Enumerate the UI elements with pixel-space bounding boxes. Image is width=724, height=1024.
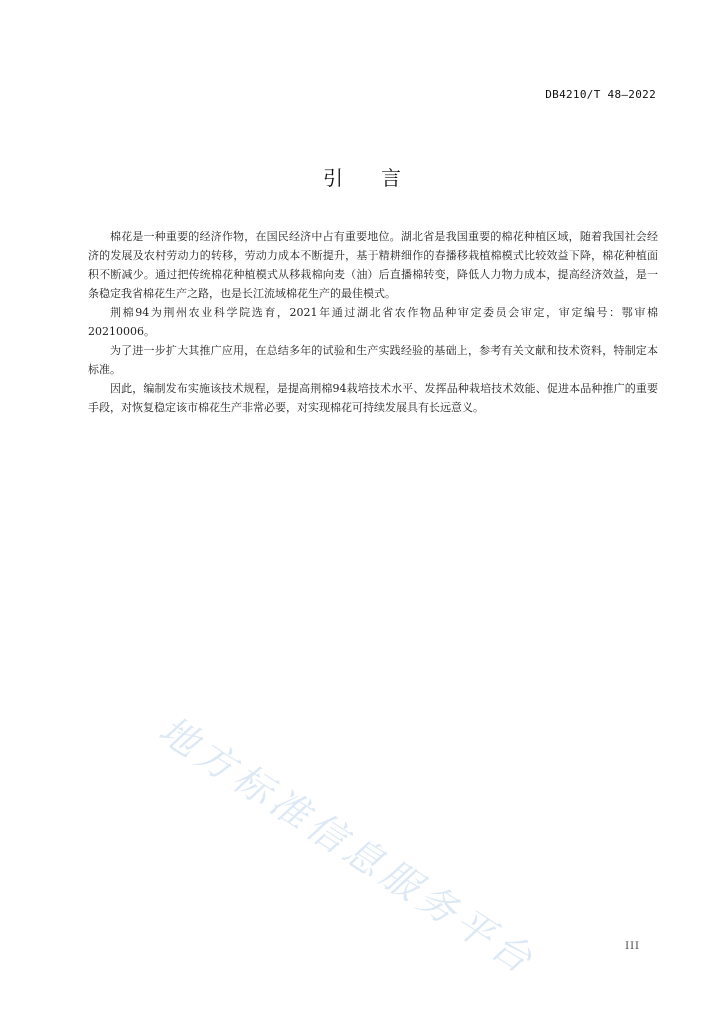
watermark-text: 地方标准信息服务平台 (151, 707, 545, 985)
body-text (88, 227, 658, 417)
paragraph: 为了进一步扩大其推广应用，在总结多年的试验和生产实践经验的基础上，参考有关文献和技术资料，特制定本标准。 (88, 344, 658, 376)
document-code: DB4210/T 48—2022 (545, 88, 656, 101)
section-title: 引言 (323, 166, 439, 190)
paragraph: 因此，编制发布实施该技术规程，是提高荆棉94栽培技术水平、发挥品种栽培技术效能、促进本品种推广的重要手段，对恢复稳定该市棉花生产非常必要，对实现棉花可持续发展具有长远意义。 (88, 382, 658, 414)
paragraph: 棉花是一种重要的经济作物，在国民经济中占有重要地位。湖北省是我国重要的棉花种植区域，随着我国社会经济的发展及农村劳动力的转移，劳动力成本不断提升，基于精耕细作的春播移栽植棉模式比较效益下降，棉花种植面积不断减少。通过把传统棉花种植模式从移栽棉向麦（油）后直播棉转变，降低人力物力成本，提高经济效益，是一条稳定我省棉花生产之路，也是长江流域棉花生产的最佳模式。 (88, 230, 658, 300)
page-number: III (625, 941, 640, 952)
paragraph: 荆棉94为荆州农业科学院选育，2021年通过湖北省农作物品种审定委员会审定，审定编号：鄂审棉20210006。 (88, 306, 658, 338)
